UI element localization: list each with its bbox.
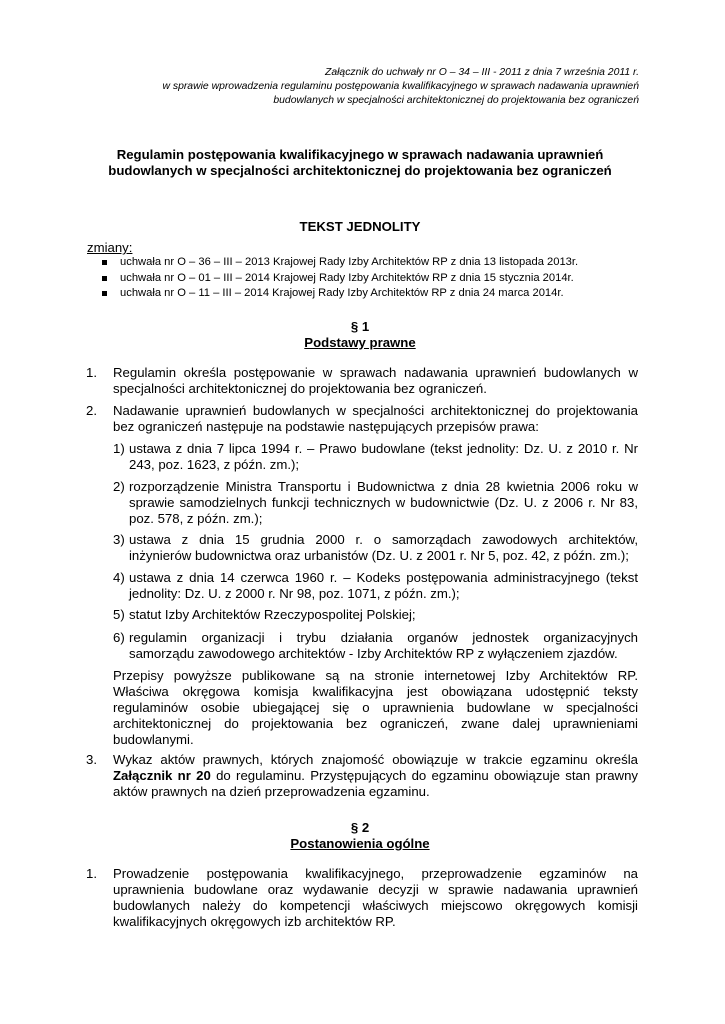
legal-basis-item bbox=[113, 570, 638, 602]
legal-basis-note bbox=[113, 668, 638, 748]
header-note-line: budowlanych w specjalności architektonicznej do projektowania bez ograniczeń bbox=[273, 95, 639, 106]
square-bullet-icon bbox=[102, 260, 107, 265]
section-2-heading bbox=[200, 820, 520, 852]
note-line: Przepisy powyższe publikowane są na stronie internetowej Izby Architektów RP. bbox=[113, 668, 638, 683]
section-title: Postanowienia ogólne bbox=[290, 836, 430, 851]
paragraph-line: specjalności architektonicznej do projektowania bez ograniczeń. bbox=[113, 381, 487, 396]
item-line: 243, poz. 1623, z późn. zm.); bbox=[129, 457, 300, 472]
item-line: regulamin organizacji i trybu działania organów jednostek organizacyjnych bbox=[129, 630, 638, 645]
item-line: ustawa z dnia 15 grudnia 2000 r. o samorządach zawodowych architektów, bbox=[129, 532, 638, 547]
paragraph-line: Wykaz aktów prawnych, których znajomość obowiązuje w trakcie egzaminu określa bbox=[113, 752, 638, 767]
item-line: statut Izby Architektów Rzeczypospolitej Polskiej; bbox=[129, 607, 416, 622]
note-line: budowlanymi. bbox=[113, 732, 194, 747]
section-symbol: § 1 bbox=[350, 319, 370, 334]
paragraph-line: Nadawanie uprawnień budowlanych w specjalności architektonicznej do projektowania bbox=[113, 403, 638, 418]
item-number: 6) bbox=[113, 630, 125, 645]
section-1-paragraph-1 bbox=[86, 365, 638, 397]
title-line: budowlanych w specjalności architektonicznej do projektowania bez ograniczeń bbox=[108, 163, 612, 178]
item-line: inżynierów budownictwa oraz urbanistów (Dz. U. z 2001 r. Nr 5, poz. 42, z późn. zm.); bbox=[129, 548, 629, 563]
paragraph-line-rest: do regulaminu. Przystępujących do egzaminu obowiązuje stan prawny bbox=[210, 768, 638, 783]
paragraph-number: 1. bbox=[86, 866, 97, 881]
attachment-header-note bbox=[100, 66, 639, 108]
section-title: Podstawy prawne bbox=[304, 335, 416, 350]
item-line: ustawa z dnia 14 czerwca 1960 r. – Kodeks postępowania administracyjnego (tekst bbox=[129, 570, 638, 585]
paragraph-number: 2. bbox=[86, 403, 97, 418]
section-2-paragraph-1 bbox=[86, 866, 638, 930]
amendment-item bbox=[100, 271, 660, 287]
paragraph-line: Regulamin określa postępowanie w sprawach nadawania uprawnień budowlanych w bbox=[113, 365, 638, 380]
legal-basis-item bbox=[113, 532, 638, 564]
paragraph-number: 1. bbox=[86, 365, 97, 380]
legal-basis-item bbox=[113, 479, 638, 527]
paragraph-line: aktów prawnych na dzień przeprowadzenia egzaminu. bbox=[113, 784, 430, 799]
item-number: 2) bbox=[113, 479, 125, 494]
item-number: 4) bbox=[113, 570, 125, 585]
item-line: samorządu zawodowego architektów - Izby Architektów RP z wyłączeniem zjazdów. bbox=[129, 646, 618, 661]
note-line: architektonicznej do projektowania bez ograniczeń, zwane dalej uprawnieniami bbox=[113, 716, 638, 731]
square-bullet-icon bbox=[102, 276, 107, 281]
legal-basis-item bbox=[113, 630, 638, 662]
item-number: 5) bbox=[113, 607, 125, 622]
paragraph-line bbox=[113, 768, 638, 784]
item-number: 3) bbox=[113, 532, 125, 547]
section-symbol: § 2 bbox=[350, 820, 370, 835]
item-line: ustawa z dnia 7 lipca 1994 r. – Prawo budowlane (tekst jednolity: Dz. U. z 2010 r. Nr bbox=[129, 441, 638, 456]
document-title bbox=[70, 147, 650, 179]
paragraph-line: bez ograniczeń następuje na podstawie następujących przepisów prawa: bbox=[113, 419, 539, 434]
amendments-list bbox=[100, 255, 660, 302]
paragraph-line: Prowadzenie postępowania kwalifikacyjnego, przeprowadzenie egzaminów na bbox=[113, 866, 638, 881]
paragraph-line: kwalifikacyjnych okręgowych izb architektów RP. bbox=[113, 914, 396, 929]
item-number: 1) bbox=[113, 441, 125, 456]
item-line: poz. 578, z późn. zm.); bbox=[129, 511, 263, 526]
amendment-text: uchwała nr O – 36 – III – 2013 Krajowej Rady Izby Architektów RP z dnia 13 listopada 2013r. bbox=[120, 256, 579, 268]
paragraph-line: uprawnienia budowlane oraz wydawanie decyzji w sprawie nadawania uprawnień bbox=[113, 882, 638, 897]
header-note-line: Załącznik do uchwały nr O – 34 – III - 2011 z dnia 7 września 2011 r. bbox=[325, 67, 639, 78]
square-bullet-icon bbox=[102, 291, 107, 296]
section-1-paragraph-2 bbox=[86, 403, 638, 435]
paragraph-number: 3. bbox=[86, 752, 97, 767]
amendments-label: zmiany: bbox=[87, 240, 133, 255]
title-line: Regulamin postępowania kwalifikacyjnego w sprawach nadawania uprawnień bbox=[116, 147, 604, 162]
amendment-item bbox=[100, 286, 660, 302]
note-line: Właściwa okręgowa komisja kwalifikacyjna jest obowiązana udostępnić teksty bbox=[113, 684, 638, 699]
amendment-item bbox=[100, 255, 660, 271]
legal-basis-item bbox=[113, 607, 638, 623]
item-line: rozporządzenie Ministra Transportu i Budownictwa z dnia 28 kwietnia 2006 roku w bbox=[129, 479, 638, 494]
attachment-reference: Załącznik nr 20 bbox=[113, 768, 211, 783]
header-note-line: w sprawie wprowadzenia regulaminu postępowania kwalifikacyjnego w sprawach nadawania uprawnień bbox=[162, 81, 639, 92]
section-1-paragraph-3 bbox=[86, 752, 638, 800]
item-line: sprawie samodzielnych funkcji technicznych w budownictwie (Dz. U. z 2006 r. Nr 83, bbox=[129, 495, 638, 510]
paragraph-line: budowlanych należy do kompetencji właściwych miejscowo okręgowych komisji bbox=[113, 898, 638, 913]
note-line: regulaminów osobie ubiegającej się o uprawnienia budowlane w specjalności bbox=[113, 700, 638, 715]
legal-basis-item bbox=[113, 441, 638, 473]
item-line: jednolity: Dz. U. z 2000 r. Nr 98, poz. 1071, z późn. zm.); bbox=[129, 586, 460, 601]
amendment-text: uchwała nr O – 01 – III – 2014 Krajowej Rady Izby Architektów RP z dnia 15 stycznia 2014r. bbox=[120, 271, 574, 284]
consolidated-text-label: TEKST JEDNOLITY bbox=[299, 219, 421, 234]
section-1-heading bbox=[200, 319, 520, 351]
amendment-text: uchwała nr O – 11 – III – 2014 Krajowej Rady Izby Architektów RP z dnia 24 marca 2014r. bbox=[120, 287, 564, 299]
